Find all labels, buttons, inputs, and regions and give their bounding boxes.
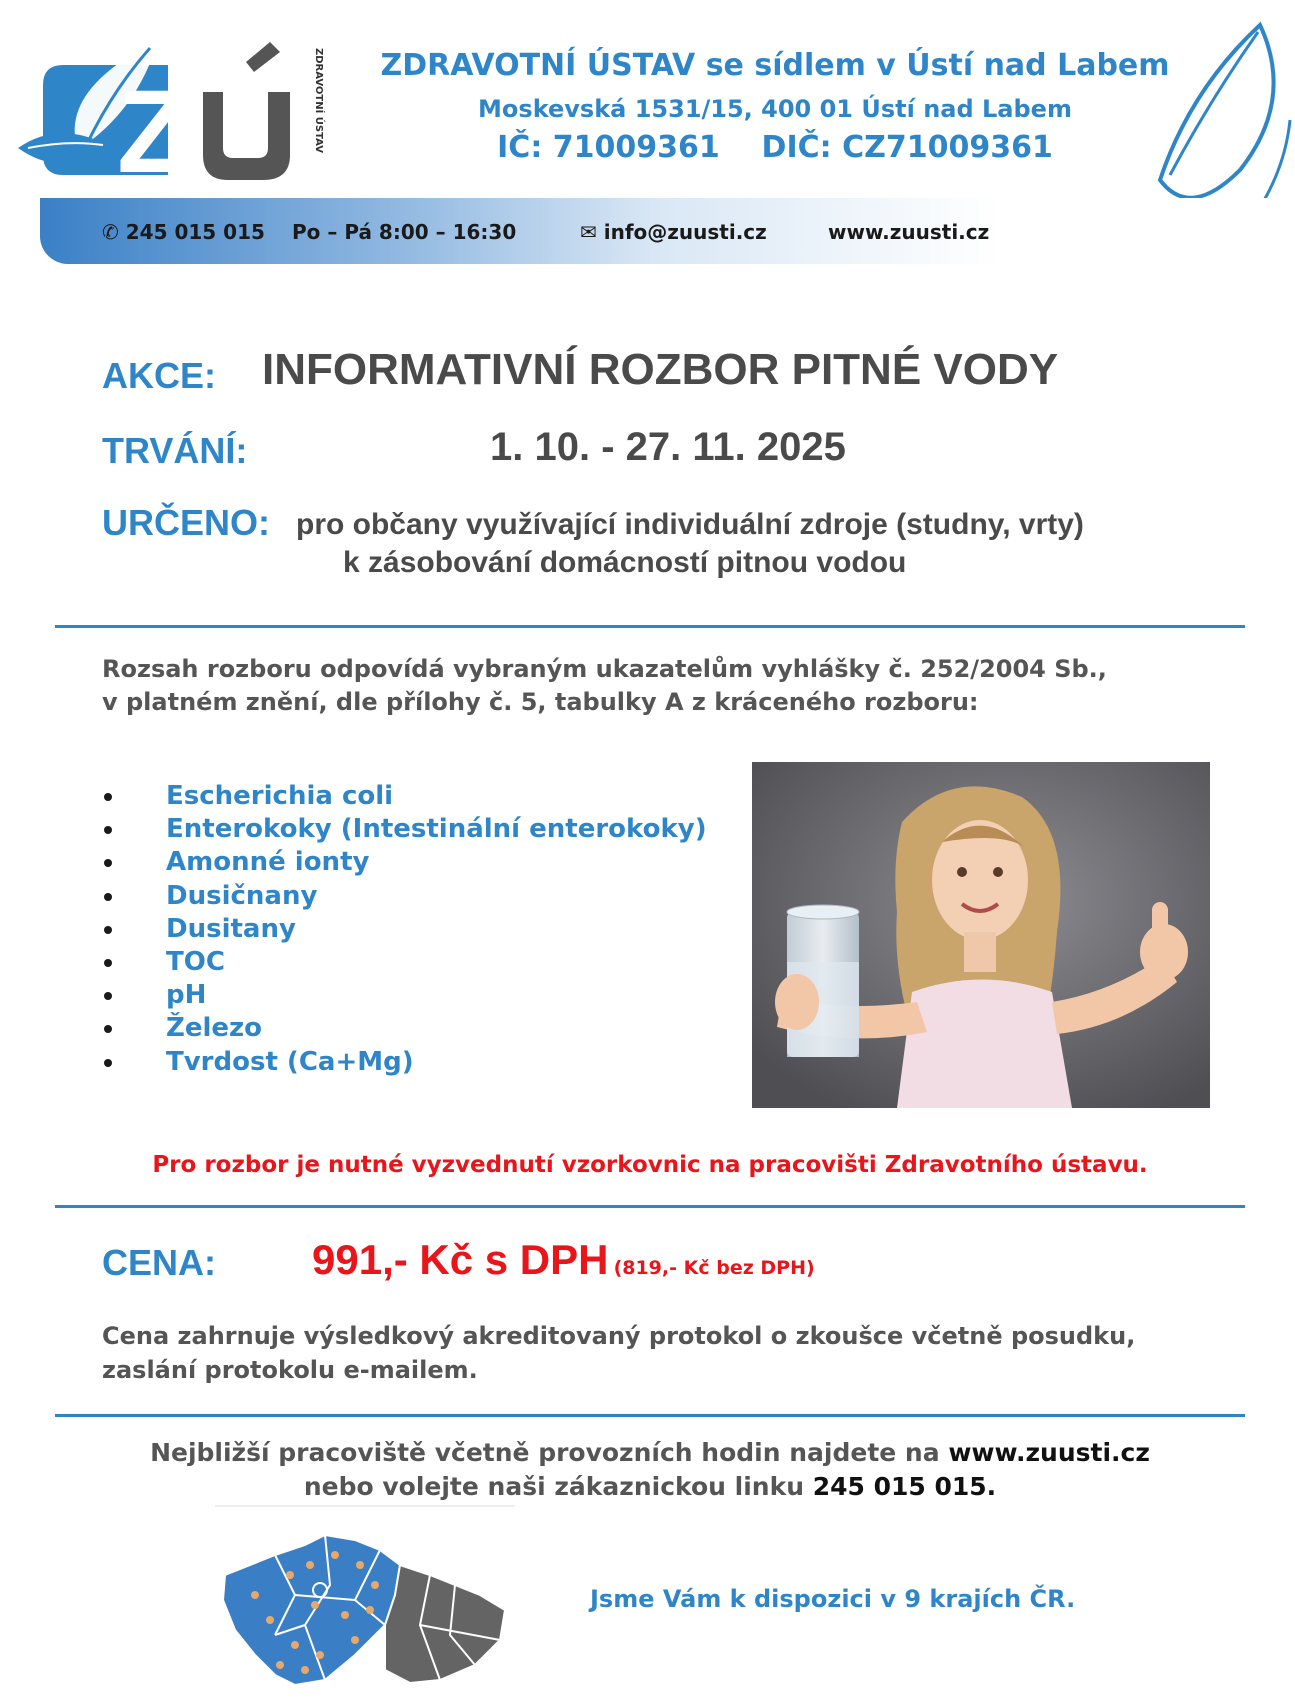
- bullet-icon: [104, 1025, 112, 1033]
- price-block: [312, 1236, 815, 1284]
- list-item: Amonné ionty: [100, 846, 707, 879]
- price-label: CENA:: [102, 1242, 216, 1283]
- phone-icon: ✆: [102, 220, 119, 244]
- pickup-notice: Pro rozbor je nutné vyzvednutí vzorkovnic na pracovišti Zdravotního ústavu.: [152, 1152, 1148, 1178]
- footer-text: Nejbližší pracoviště včetně provozních hodin najdete na: [150, 1438, 949, 1467]
- divider: [55, 1414, 1245, 1417]
- org-ic: IČ: 71009361: [497, 130, 720, 165]
- org-ids: [340, 130, 1210, 165]
- zu-logo: [18, 30, 358, 190]
- bullet-icon: [104, 959, 112, 967]
- list-item: Escherichia coli: [100, 780, 707, 813]
- footer-website-link[interactable]: www.zuusti.cz: [948, 1438, 1150, 1467]
- bullet-icon: [104, 859, 112, 867]
- org-address: Moskevská 1531/15, 400 01 Ústí nad Labem: [478, 95, 1072, 123]
- urceno-label: URČENO:: [102, 502, 270, 543]
- contact-phone[interactable]: [102, 220, 265, 244]
- email-address: info@zuusti.cz: [603, 220, 767, 244]
- envelope-icon: ✉: [580, 220, 597, 244]
- list-item: Dusičnany: [100, 880, 707, 913]
- price-without-vat: (819,- Kč bez DPH): [613, 1257, 815, 1279]
- scope-line1: Rozsah rozboru odpovídá vybraným ukazatelům vyhlášky č. 252/2004 Sb.,: [102, 655, 1107, 683]
- footer-line1: [55, 1438, 1245, 1467]
- girl-with-water-glass-photo: [752, 762, 1210, 1108]
- logo-vertical-text: ZDRAVOTNÍ ÚSTAV: [313, 48, 324, 153]
- urceno-line1: pro občany využívající individuální zdroje (studny, vrty): [296, 508, 1084, 541]
- trvani-label: TRVÁNÍ:: [102, 430, 248, 471]
- contact-email[interactable]: [580, 220, 767, 244]
- footer-phone[interactable]: 245 015 015: [812, 1472, 987, 1501]
- office-hours: Po – Pá 8:00 – 16:30: [292, 220, 517, 244]
- divider: [55, 1205, 1245, 1208]
- bullet-icon: [104, 893, 112, 901]
- bullet-icon: [104, 926, 112, 934]
- regions-note: Jsme Vám k dispozici v 9 krajích ČR.: [590, 1585, 1076, 1613]
- bullet-icon: [104, 826, 112, 834]
- urceno-line2: k zásobování domácností pitnou vodou: [343, 546, 907, 579]
- list-item: Dusitany: [100, 913, 707, 946]
- scope-line2: v platném znění, dle přílohy č. 5, tabulky A z kráceného rozboru:: [102, 688, 979, 716]
- list-item: pH: [100, 979, 707, 1012]
- website-link[interactable]: www.zuusti.cz: [828, 220, 990, 244]
- czech-republic-map: [215, 1505, 515, 1695]
- price-desc-line1: Cena zahrnuje výsledkový akreditovaný protokol o zkoušce včetně posudku,: [102, 1322, 1136, 1350]
- bullet-icon: [104, 793, 112, 801]
- divider: [55, 625, 1245, 628]
- price-with-vat: 991,- Kč s DPH: [312, 1236, 609, 1283]
- footer-line2: nebo volejte naši zákaznickou linku 245 015 015.: [303, 1472, 997, 1501]
- list-item: Železo: [100, 1012, 707, 1045]
- footer-text: nebo volejte naši zákaznickou linku: [303, 1472, 813, 1501]
- akce-title: INFORMATIVNÍ ROZBOR PITNÉ VODY: [262, 345, 1059, 394]
- price-desc-line2: zaslání protokolu e-mailem.: [102, 1356, 478, 1384]
- org-name: ZDRAVOTNÍ ÚSTAV se sídlem v Ústí nad Labem: [380, 48, 1170, 83]
- phone-number: 245 015 015: [125, 220, 265, 244]
- logo-letter-z: Z: [116, 66, 190, 190]
- akce-label: AKCE:: [102, 355, 216, 396]
- trvani-value: 1. 10. - 27. 11. 2025: [490, 425, 846, 469]
- list-item: TOC: [100, 946, 707, 979]
- bullet-icon: [104, 992, 112, 1000]
- bullet-icon: [104, 1059, 112, 1067]
- list-item: Tvrdost (Ca+Mg): [100, 1046, 707, 1079]
- org-dic: DIČ: CZ71009361: [761, 130, 1053, 165]
- list-item: Enterokoky (Intestinální enterokoky): [100, 813, 707, 846]
- parameter-list: [100, 780, 707, 1079]
